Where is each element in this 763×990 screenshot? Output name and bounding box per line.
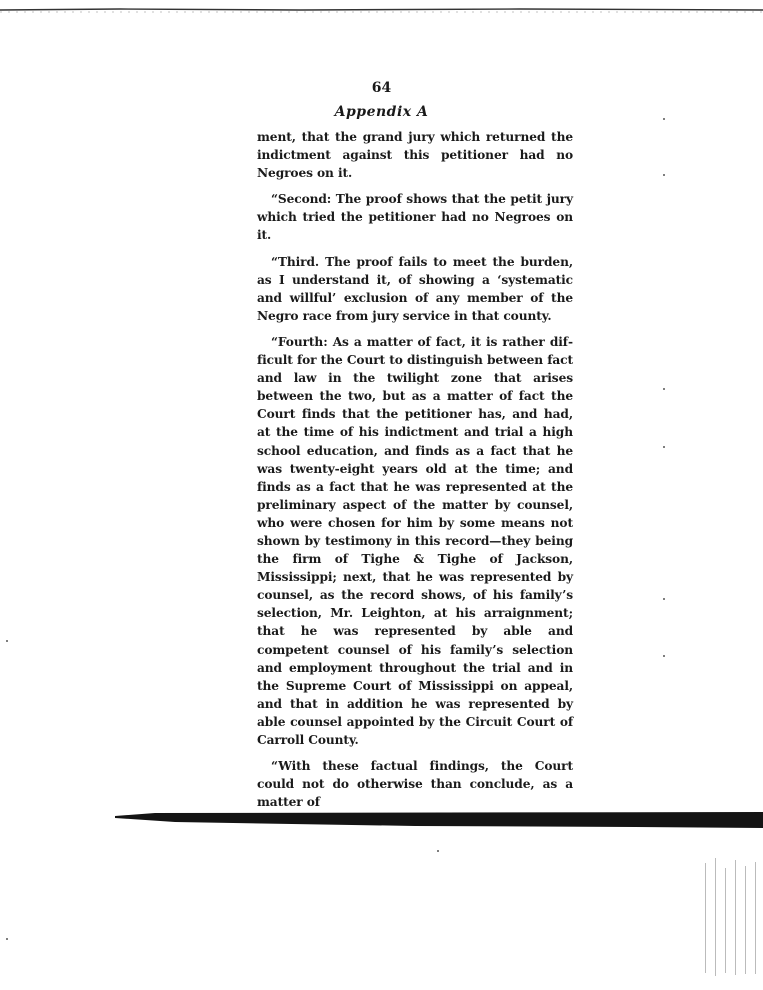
scan-speck [437, 850, 439, 852]
paragraph-continuation: ment, that the grand jury which returned the indictment against this petitioner had no Negroes on it. [257, 130, 573, 181]
scan-speck [663, 598, 665, 600]
scan-speck [663, 388, 665, 390]
page-number: 64 [371, 80, 392, 96]
paragraph-conclusion: “With these factual findings, the Court could not do otherwise than conclude, as a matter of [257, 759, 573, 810]
scan-speck [6, 938, 8, 940]
body-text [257, 128, 573, 819]
top-border-rule [0, 4, 763, 14]
paragraph-third: “Third. The proof fails to meet the burden, as I understand it, of showing a ‘systematic and willful’ exclusion of any member of the Negro race from jury service in that county. [257, 254, 573, 323]
appendix-title: Appendix A [334, 104, 429, 120]
scan-speck [663, 174, 665, 176]
scan-speck [663, 118, 665, 120]
paragraph-fourth: “Fourth: As a matter of fact, it is rather difficult for the Court to distinguish between fact and law in the twilight zone that arises between the two, but as a matter of fact the Court finds that the petitioner has, and had, at the time of his indictment and trial a high school education, and finds as a fact that he was twenty-eight years old at the time; and finds as a fact that he was represented at the preliminary aspect of the matter by counsel, who were chosen for him by some means not shown by testimony in this record—they being the firm of Tighe & Tighe of Jackson, Mississippi; next, that he was represented by counsel, as the record shows, of his family’s selection, Mr. Leighton, at his arraignment; that he was represented by able and competent counsel of his family’s selection and employment throughout the trial and in the Supreme Court of Mississippi on appeal, and that in addition he was represented by able counsel appointed by the Circuit Court of Carroll County. [257, 334, 573, 747]
bottom-scan-bar [115, 810, 763, 830]
scan-speck [663, 655, 665, 657]
scan-speck [663, 446, 665, 448]
scan-noise [700, 858, 760, 978]
paragraph-second: “Second: The proof shows that the petit jury which tried the petitioner had no Negroes on it. [257, 192, 573, 243]
scan-speck [6, 640, 8, 642]
